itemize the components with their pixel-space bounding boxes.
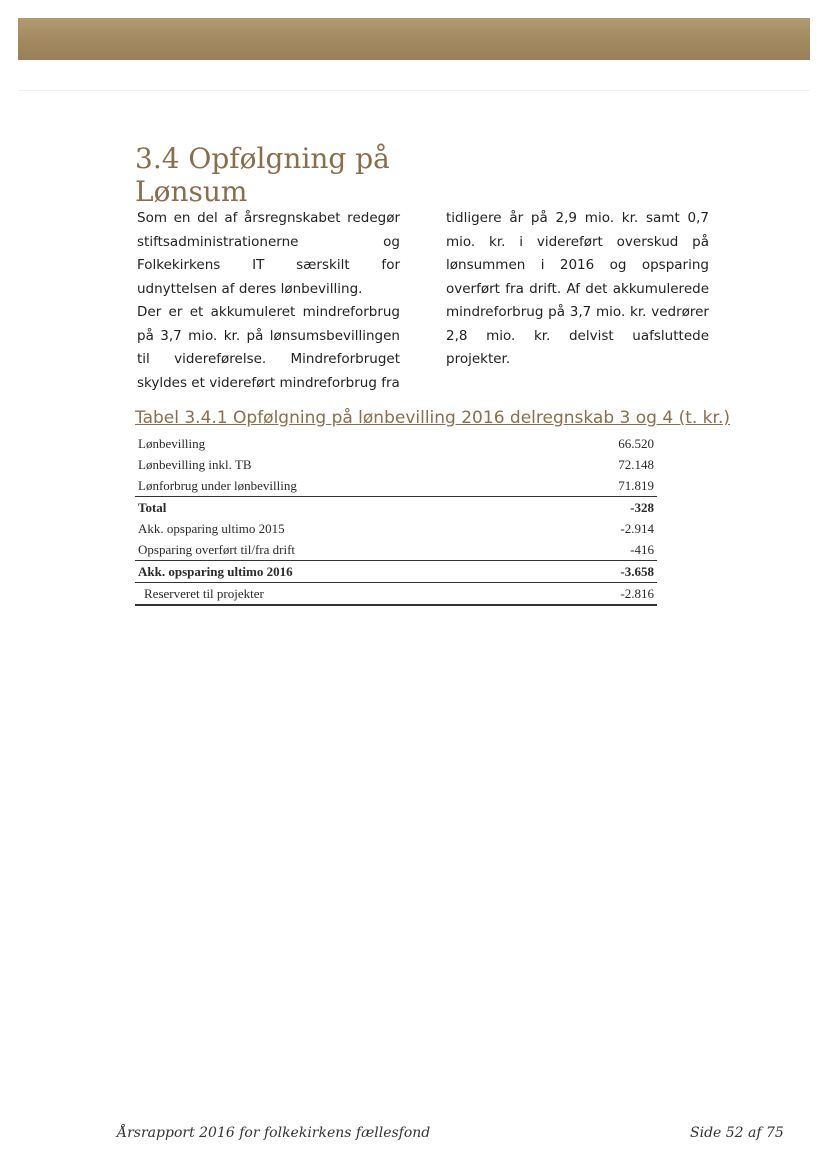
paragraph-continuation: tidligere år på 2,9 mio. kr. samt 0,7 mio. kr. i videreført overskud på lønsummen i 2016 og opsparing overført fra drift. Af det akkumulerede mindreforbrug på 3,7 mio. kr. vedrører 2,8 mio. kr. delvist uafsluttede projekter. bbox=[446, 210, 709, 367]
row-label: Lønbevilling inkl. TB bbox=[138, 457, 252, 472]
table-row-total bbox=[135, 497, 657, 519]
table-row-balance bbox=[135, 561, 657, 583]
row-value: 71.819 bbox=[552, 475, 657, 497]
body-column-right bbox=[446, 207, 709, 372]
row-label: Akk. opsparing ultimo 2015 bbox=[138, 521, 285, 536]
row-value: -2.914 bbox=[620, 521, 654, 536]
row-value: -3.658 bbox=[552, 561, 657, 583]
section-title bbox=[135, 142, 425, 208]
table-row bbox=[135, 518, 657, 539]
row-label: Lønbevilling bbox=[138, 436, 206, 451]
footer-page-number: Side 52 af 75 bbox=[690, 1125, 784, 1141]
row-label: Lønforbrug under lønbevilling bbox=[135, 475, 552, 497]
row-label: Opsparing overført til/fra drift bbox=[135, 539, 552, 561]
row-value: -328 bbox=[630, 500, 654, 515]
salary-table bbox=[135, 433, 657, 606]
table-row bbox=[135, 539, 657, 561]
row-label: Akk. opsparing ultimo 2016 bbox=[135, 561, 552, 583]
row-value: -2.816 bbox=[552, 583, 657, 606]
row-value: 66.520 bbox=[618, 436, 654, 451]
table-row bbox=[135, 454, 657, 475]
paragraph-intro: Som en del af årsregnskabet redegør stiftsadministrationerne og Folkekirkens IT særskilt for udnyttelsen af deres lønbevilling. bbox=[137, 210, 400, 297]
table-row bbox=[135, 433, 657, 454]
table-caption: Tabel 3.4.1 Opfølgning på lønbevilling 2016 delregnskab 3 og 4 (t. kr.) bbox=[135, 408, 730, 428]
body-column-left bbox=[137, 207, 400, 395]
row-value: 72.148 bbox=[618, 457, 654, 472]
header-divider bbox=[18, 90, 810, 91]
table-row bbox=[135, 583, 657, 606]
section-title-line1: 3.4 Opfølgning på bbox=[135, 142, 390, 175]
footer-report-title: Årsrapport 2016 for folkekirkens fællesfond bbox=[117, 1125, 431, 1141]
row-value: -416 bbox=[552, 539, 657, 561]
table-row bbox=[135, 475, 657, 497]
section-title-line2: Lønsum bbox=[135, 175, 248, 208]
header-banner bbox=[18, 18, 810, 60]
row-label: Reserveret til projekter bbox=[135, 583, 552, 606]
row-label: Total bbox=[138, 500, 167, 515]
paragraph-underspend: Der er et akkumuleret mindreforbrug på 3,7 mio. kr. på lønsumsbevillingen til videreførelse. Mindreforbruget skyldes et videreført mindreforbrug fra bbox=[137, 304, 400, 391]
